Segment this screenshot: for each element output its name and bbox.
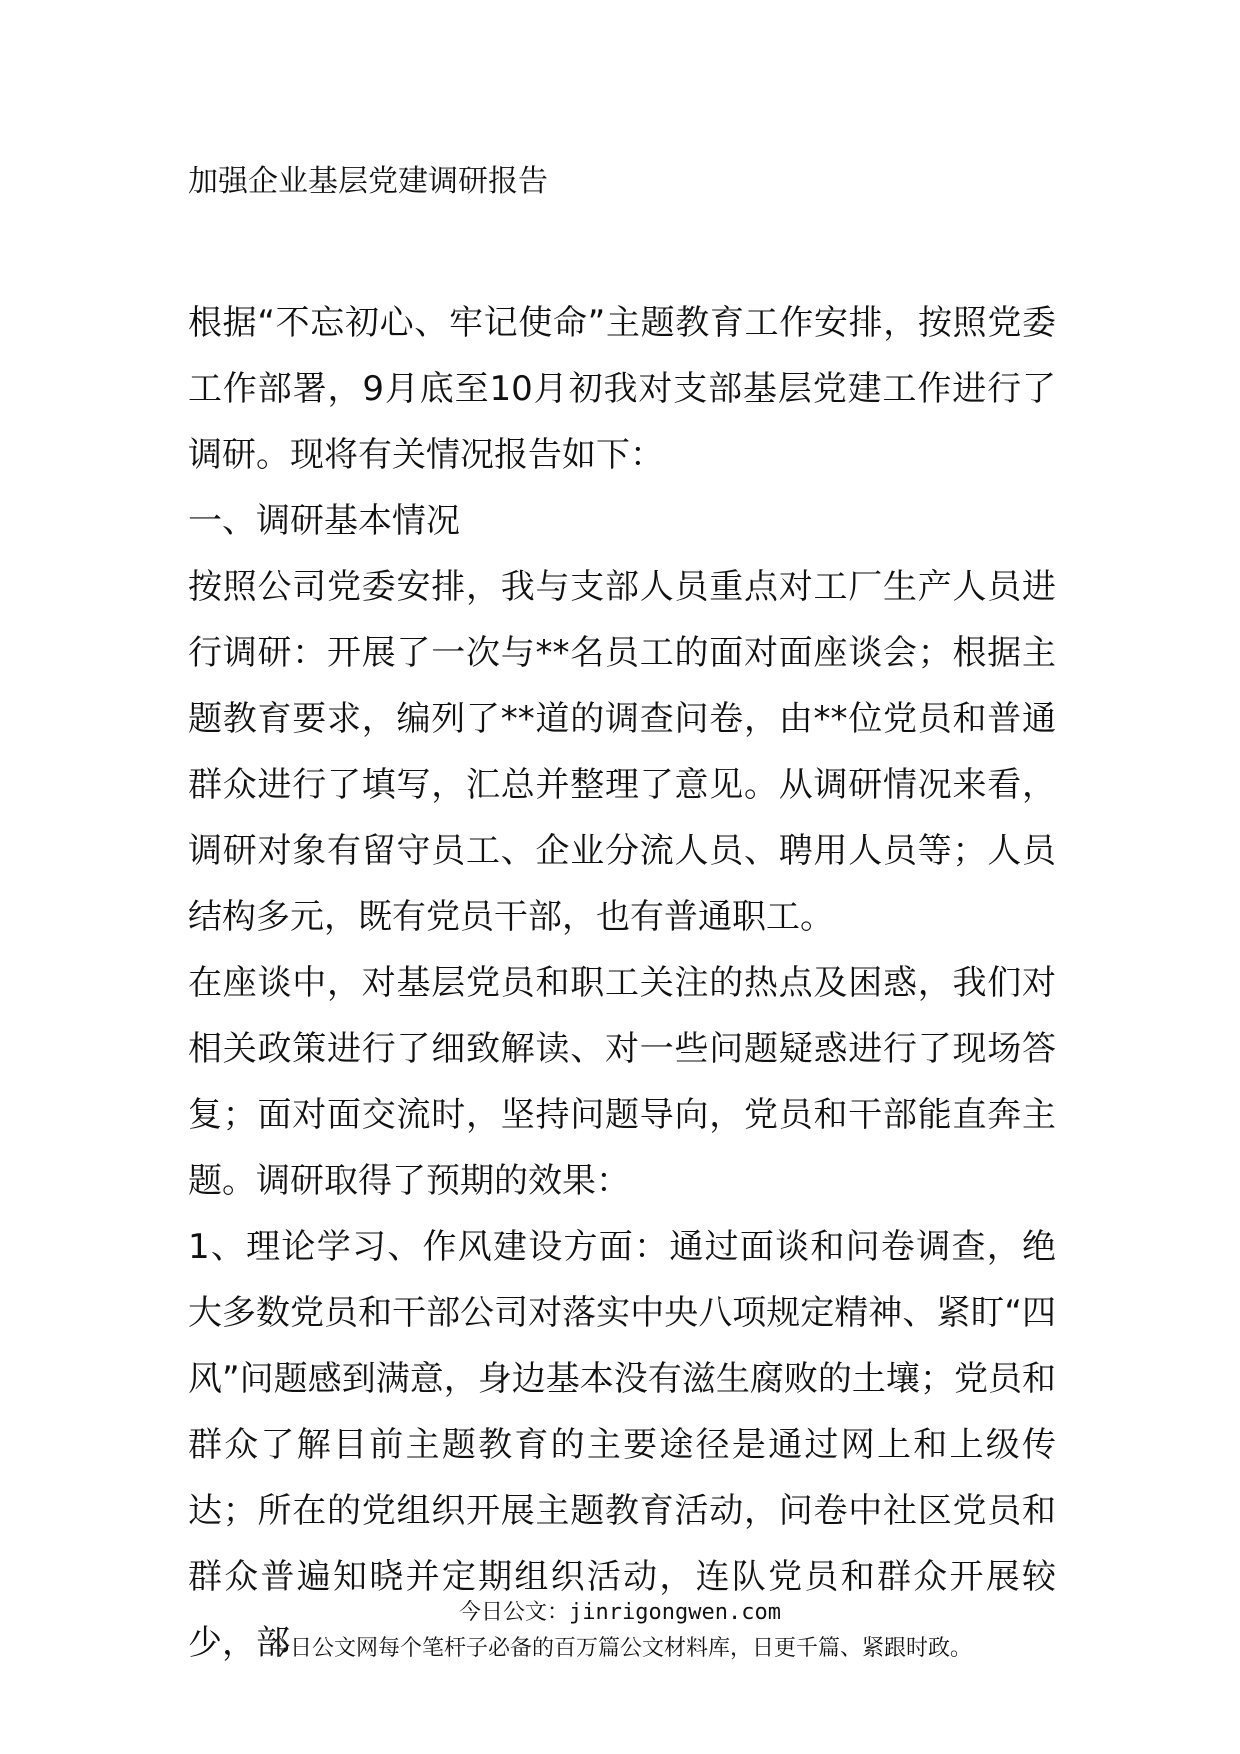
paragraph-intro: 根据“不忘初心、牢记使命”主题教育工作安排，按照党委工作部署，9月底至10月初我对支部基层党建工作进行了调研。现将有关情况报告如下： <box>188 303 1056 475</box>
paragraph-discussion: 在座谈中，对基层党员和职工关注的热点及困惑，我们对相关政策进行了细致解读、对一些问题疑惑进行了现场答复；面对面交流时，坚持问题导向，党员和干部能直奔主题。调研取得了预期的效果： <box>188 963 1056 1201</box>
document-title: 加强企业基层党建调研报告 <box>188 164 548 199</box>
footer-site-label: 今日公文： <box>459 1600 570 1625</box>
paragraph-theory-study: 1、理论学习、作风建设方面：通过面谈和问卷调查，绝大多数党员和干部公司对落实中央八项规定精神、紧盯“四风”问题感到满意，身边基本没有滋生腐败的土壤；党员和群众了解目前主题教育的主要途径是通过网上和上级传达；所在的党组织开展主题教育活动，问卷中社区党员和群众普遍知晓并定期组织活动，连队党员和群众开展较少，部 <box>188 1227 1056 1663</box>
footer-site-link[interactable]: jinrigongwen.com <box>569 1600 781 1625</box>
footer-site-line <box>0 1598 1240 1628</box>
section-heading-1: 一、调研基本情况 <box>188 501 460 541</box>
document-body <box>188 290 1056 1676</box>
paragraph-survey-overview: 按照公司党委安排，我与支部人员重点对工厂生产人员进行调研：开展了一次与**名员工的面对面座谈会；根据主题教育要求，编列了**道的调查问卷，由**位党员和普通群众进行了填写，汇总并整理了意见。从调研情况来看，调研对象有留守员工、企业分流人员、聘用人员等；人员结构多元，既有党员干部，也有普通职工。 <box>188 567 1056 937</box>
footer-slogan: 今日公文网每个笔杆子必备的百万篇公文材料库，日更千篇、紧跟时政。 <box>267 1636 972 1661</box>
